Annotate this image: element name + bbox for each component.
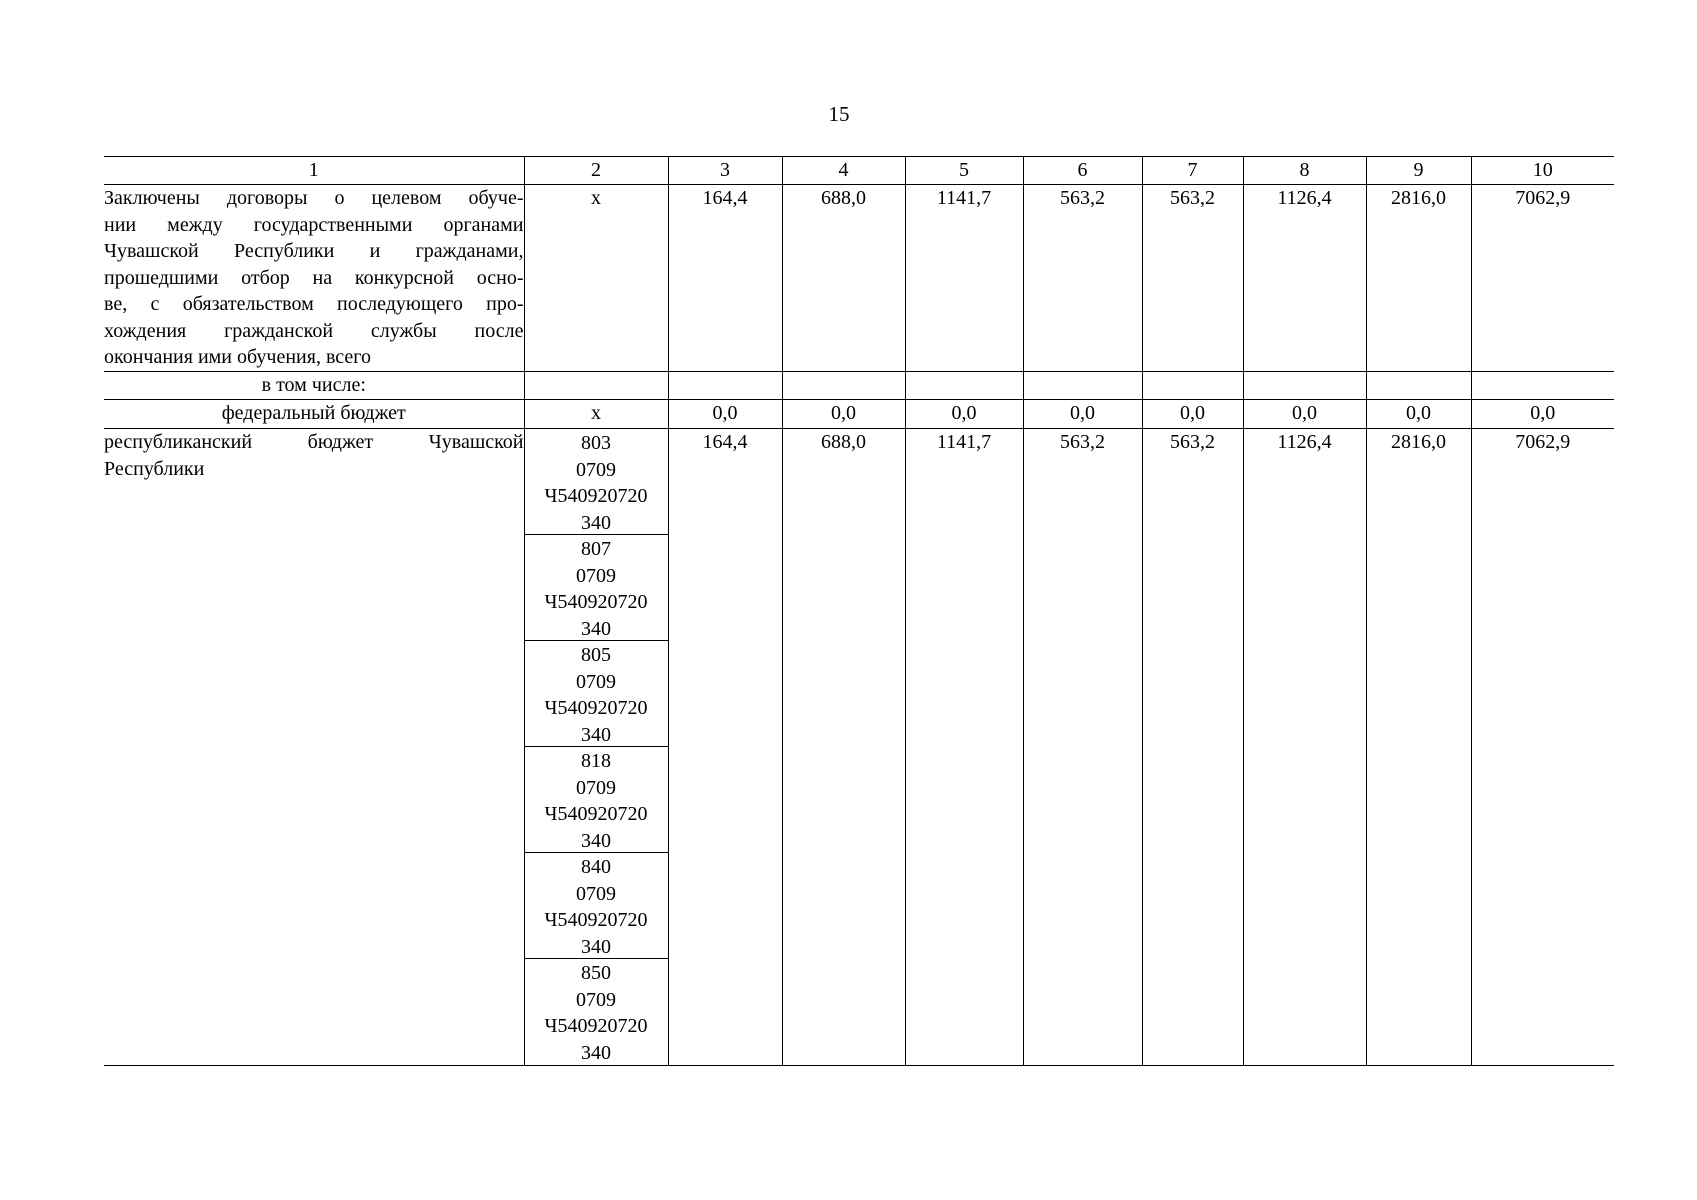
table-row-contracts [104,185,1614,372]
row-value: 1141,7 [905,185,1023,372]
row-value: 563,2 [1142,429,1243,1066]
row-value: 1141,7 [905,429,1023,1066]
row-description: республиканский бюджет Чувашской Республики [104,429,524,1066]
row-value: 164,4 [668,185,782,372]
code-block: 840 0709 Ч540920720 340 [525,853,668,959]
row-value: 0,0 [1142,400,1243,429]
code-block: 803 0709 Ч540920720 340 [525,429,668,535]
row-value: 7062,9 [1471,429,1614,1066]
row-value: 0,0 [1471,400,1614,429]
row-value: 1126,4 [1243,429,1366,1066]
table-header-row [104,157,1614,185]
budget-table [104,156,1614,1066]
page-number: 15 [828,102,850,126]
row-value: 1126,4 [1243,185,1366,372]
row-value: 0,0 [668,400,782,429]
row-code: x [524,400,668,429]
column-header: 9 [1366,157,1471,185]
code-block: 807 0709 Ч540920720 340 [525,535,668,641]
row-value: 688,0 [782,185,905,372]
row-codes [524,429,668,1066]
column-header: 4 [782,157,905,185]
column-header: 5 [905,157,1023,185]
row-value: 563,2 [1142,185,1243,372]
column-header: 7 [1142,157,1243,185]
row-value: 0,0 [905,400,1023,429]
table-row-including [104,372,1614,400]
code-block: 850 0709 Ч540920720 340 [544,962,648,1064]
row-value: 0,0 [1023,400,1142,429]
row-value: 0,0 [1243,400,1366,429]
column-header: 6 [1023,157,1142,185]
row-value: 688,0 [782,429,905,1066]
row-value: 563,2 [1023,429,1142,1066]
column-header: 10 [1471,157,1614,185]
row-value: 0,0 [782,400,905,429]
column-header: 1 [104,157,524,185]
row-value: 2816,0 [1366,429,1471,1066]
code-block: 805 0709 Ч540920720 340 [525,641,668,747]
table-row-federal [104,400,1614,429]
code-block: 818 0709 Ч540920720 340 [525,747,668,853]
row-description: федеральный бюджет [104,400,524,429]
row-code: x [524,185,668,372]
row-value: 7062,9 [1471,185,1614,372]
row-value: 0,0 [1366,400,1471,429]
row-value: 563,2 [1023,185,1142,372]
column-header: 8 [1243,157,1366,185]
row-description: Заключены договоры о целевом обуче- нии между государственными органами Чувашской Республики и гражданами, прошедшими отбор на конкурсной осно- ве, с обязательством последующего про- хождения гражданской службы после окончания ими обучения, всего [104,185,524,372]
row-description: в том числе: [104,372,524,400]
row-value: 2816,0 [1366,185,1471,372]
column-header: 2 [524,157,668,185]
row-value: 164,4 [668,429,782,1066]
column-header: 3 [668,157,782,185]
table-row-republican [104,429,1614,1066]
